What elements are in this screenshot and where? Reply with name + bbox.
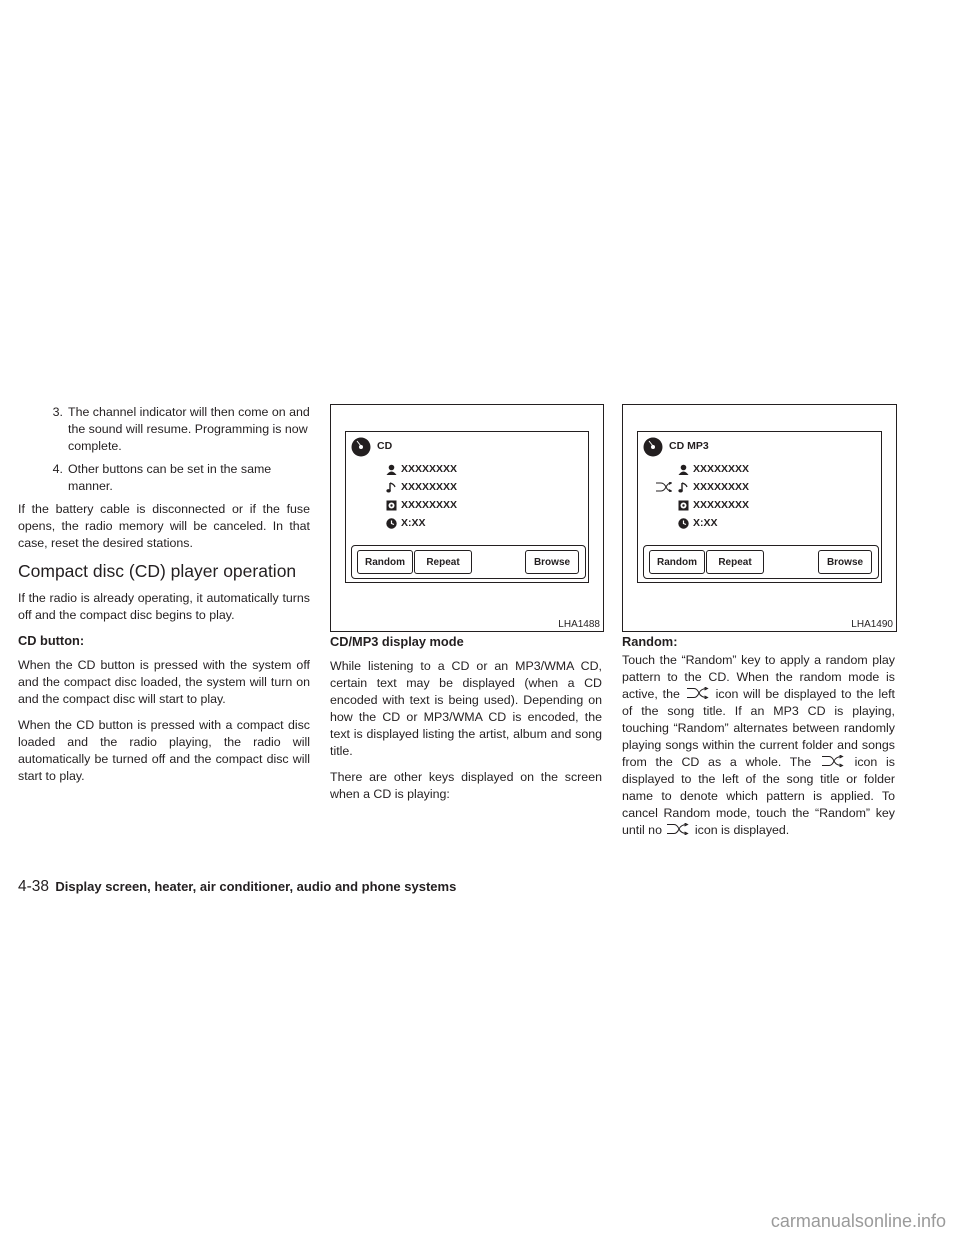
browse-button[interactable]: Browse xyxy=(818,550,872,574)
watermark: carmanualsonline.info xyxy=(770,1211,946,1231)
time-row: X:XX xyxy=(386,516,426,530)
shuffle-icon xyxy=(656,482,672,492)
cd-paragraph-2: When the CD button is pressed with a compact disc loaded and the radio playing, the radio will automatically be turned off and the compact disc will start to play. xyxy=(18,718,310,783)
column-right xyxy=(622,634,895,848)
source-label: CD MP3 xyxy=(669,440,709,452)
cd-icon xyxy=(643,437,663,457)
page-footer xyxy=(18,878,456,896)
clock-icon xyxy=(386,518,397,529)
step-text: Other buttons can be set in the same manner. xyxy=(68,462,272,493)
step-number: 4. xyxy=(52,462,63,476)
display-screen xyxy=(637,431,882,583)
shuffle-icon xyxy=(667,823,689,835)
intro-paragraph: If the radio is already operating, it automatically turns off and the compact disc begins to play. xyxy=(18,591,310,622)
step-4 xyxy=(18,461,310,495)
repeat-button[interactable]: Repeat xyxy=(414,550,472,574)
chapter-title: Display screen, heater, air conditioner, audio and phone systems xyxy=(55,879,457,894)
step-number: 3. xyxy=(52,405,63,419)
display-mode-paragraph-2: There are other keys displayed on the screen when a CD is playing: xyxy=(330,770,602,801)
cd-icon xyxy=(351,437,371,457)
artist-icon xyxy=(678,464,689,475)
figure-mp3-display xyxy=(622,404,897,632)
album-row: XXXXXXXX xyxy=(678,498,749,512)
browse-button[interactable]: Browse xyxy=(525,550,579,574)
album-icon xyxy=(678,500,689,511)
cd-button-heading: CD button: xyxy=(18,633,85,648)
music-note-icon xyxy=(386,482,397,493)
album-icon xyxy=(386,500,397,511)
column-left xyxy=(18,404,310,794)
step-3 xyxy=(18,404,310,455)
source-label: CD xyxy=(377,440,393,452)
page-number: 4-38 xyxy=(18,878,50,895)
button-bar xyxy=(643,545,879,579)
random-button[interactable]: Random xyxy=(649,550,705,574)
artist-row: XXXXXXXX xyxy=(386,462,457,476)
figure-label: LHA1488 xyxy=(558,619,600,630)
figure-cd-display xyxy=(330,404,604,632)
artist-row: XXXXXXXX xyxy=(678,462,749,476)
display-mode-heading: CD/MP3 display mode xyxy=(330,634,464,649)
album-row: XXXXXXXX xyxy=(386,498,457,512)
clock-icon xyxy=(678,518,689,529)
artist-icon xyxy=(386,464,397,475)
column-middle xyxy=(330,634,602,812)
song-row: XXXXXXXX xyxy=(386,480,457,494)
figure-label: LHA1490 xyxy=(851,619,893,630)
step-text: The channel indicator will then come on and the sound will resume. Programming is now complete. xyxy=(68,405,310,453)
display-screen xyxy=(345,431,589,583)
song-row: XXXXXXXX xyxy=(678,480,749,494)
shuffle-icon xyxy=(822,755,844,767)
display-mode-paragraph-1: While listening to a CD or an MP3/WMA CD, certain text may be displayed (when a CD encoded with text is being used). Depending on how the CD or MP3/WMA CD is encoded, the text is displayed listing the artist, album and song title. xyxy=(330,659,602,758)
time-row: X:XX xyxy=(678,516,718,530)
shuffle-icon xyxy=(687,687,709,699)
random-heading: Random: xyxy=(622,634,678,649)
random-button[interactable]: Random xyxy=(357,550,413,574)
section-heading: Compact disc (CD) player operation xyxy=(18,561,297,581)
repeat-button[interactable]: Repeat xyxy=(706,550,764,574)
button-bar xyxy=(351,545,586,579)
battery-paragraph: If the battery cable is disconnected or if the fuse opens, the radio memory will be canceled. In that case, reset the desired stations. xyxy=(18,502,310,550)
cd-paragraph-1: When the CD button is pressed with the system off and the compact disc loaded, the system will turn on and the compact disc will start to play. xyxy=(18,658,310,706)
music-note-icon xyxy=(678,482,689,493)
random-paragraph: Touch the “Random” key to apply a random play pattern to the CD. When the random mode is active, the icon will be displayed to the left of the song title. If an MP3 CD is playing, touching “Random” alternates between randomly playing songs within the current folder and songs from the CD as a whole. The icon is displayed to the left of the song title or folder name to denote which pattern is applied. To cancel Random mode, touch the “Random” key until no icon is displayed. xyxy=(622,653,895,837)
